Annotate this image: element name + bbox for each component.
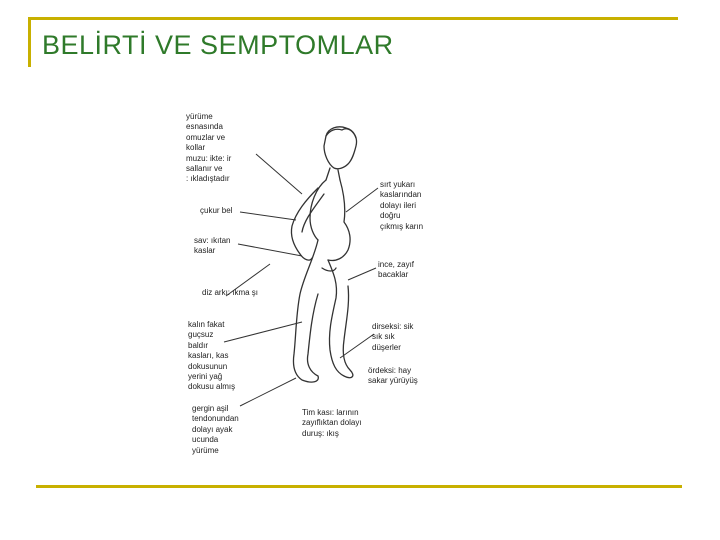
left-leg bbox=[293, 240, 318, 382]
label-protruding-belly: sırt yukarı kaslarından dolayı ileri doğru çıkmış karın bbox=[380, 180, 424, 231]
frame-left-rule bbox=[28, 17, 31, 67]
label-shoulder-sway: yürüme esnasında omuzlar ve kollar muzu: ikte: ir sallanır ve : ıkladıştadır bbox=[186, 112, 232, 184]
label-knee-bending: diz arkı: ıkma şı bbox=[202, 288, 259, 297]
frame-bottom-rule bbox=[36, 485, 682, 488]
label-lordosis: çukur bel bbox=[200, 206, 233, 215]
label-thin-legs: ince, zayıf bacaklar bbox=[378, 260, 415, 280]
hand bbox=[300, 254, 312, 260]
label-weak-muscles: sav: ıkıtan kaslar bbox=[194, 236, 231, 256]
frame-top-rule bbox=[28, 17, 678, 20]
belly-outline bbox=[328, 180, 350, 261]
symptom-illustration bbox=[178, 108, 440, 463]
slide-title: BELİRTİ VE SEMPTOMLAR bbox=[42, 30, 394, 60]
label-calf-pseudohypertrophy: kalın fakat guçsuz baldır kasları, kas dokusunun yerini yağ dokusu almış bbox=[188, 320, 236, 392]
label-toe-walking: gergin aşil tendonundan dolayı ayak ucunda yürüme bbox=[192, 404, 239, 455]
label-frequent-falls: dirseksi: sik sık sık düşerler bbox=[372, 322, 414, 352]
right-leg bbox=[328, 260, 353, 378]
label-posture: Tim kası: larının zayıflıktan dolayı duruş: ıkış bbox=[302, 408, 362, 438]
label-waddling-gait: ördeksi: hay sakar yürüyüş bbox=[368, 366, 418, 386]
